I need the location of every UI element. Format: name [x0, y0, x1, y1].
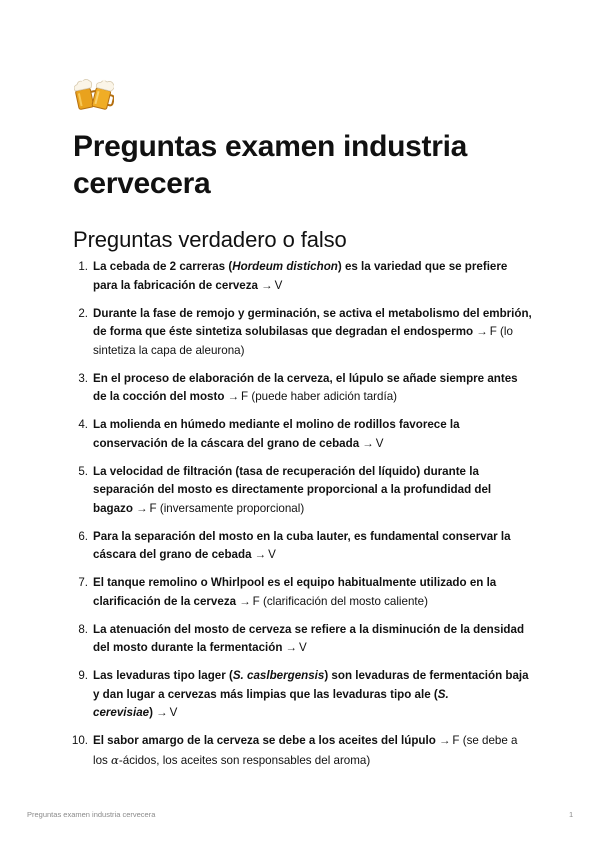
footer-title: Preguntas examen industria cervecera [27, 810, 156, 819]
list-item [73, 574, 533, 611]
list-item [73, 732, 533, 770]
item-statement: El sabor amargo de la cerveza se debe a los aceites del lúpulo [93, 734, 436, 747]
item-answer: F (puede haber adición tardía) [241, 390, 397, 403]
item-number: 4. [78, 418, 88, 431]
item-number: 2. [78, 306, 88, 320]
list-item [73, 258, 533, 295]
list-item [73, 305, 533, 361]
arrow-right-icon: → [260, 278, 273, 292]
item-answer: F (se debe a los α-ácidos, los aceites son responsables del aroma) [93, 734, 518, 767]
item-statement: La cebada de 2 carreras (Hordeum distichon) es la variedad que se prefiere para la fabricación de cerveza [93, 260, 508, 292]
list-item [73, 370, 533, 407]
item-number: 7. [78, 576, 88, 589]
questions-list [73, 258, 533, 780]
item-number: 1. [78, 260, 88, 273]
item-number: 10. [71, 734, 88, 747]
item-answer: F (clarificación del mosto caliente) [252, 594, 428, 608]
item-number: 9. [78, 669, 88, 682]
item-number: 6. [78, 529, 88, 543]
item-answer: V [299, 641, 307, 654]
item-number: 8. [78, 622, 88, 636]
list-item [73, 416, 533, 453]
arrow-right-icon: → [362, 436, 374, 450]
arrow-right-icon: → [438, 734, 451, 747]
item-answer: F (lo sintetiza la capa de aleurona) [93, 325, 513, 357]
list-item [73, 528, 533, 565]
item-number: 5. [78, 464, 88, 478]
item-answer: V [169, 706, 178, 719]
item-answer: V [375, 436, 384, 450]
arrow-right-icon: → [254, 548, 267, 561]
arrow-right-icon: → [155, 706, 168, 719]
item-answer: V [274, 278, 283, 292]
item-number: 3. [78, 371, 88, 385]
list-item [73, 463, 533, 519]
item-statement: En el proceso de elaboración de la cerveza, el lúpulo se añade siempre antes de la cocción del mosto [93, 371, 518, 403]
item-statement: Para la separación del mosto en la cuba lauter, es fundamental conservar la cáscara del grano de cebada [93, 529, 511, 561]
beer-mugs-icon [74, 78, 114, 114]
section-heading: Preguntas verdadero o falso [73, 227, 347, 252]
arrow-right-icon: → [227, 390, 240, 403]
item-statement: Las levaduras tipo lager (S. caslbergensis) son levaduras de fermentación baja y dan lugar a cervezas más limpias que las levaduras tipo ale (S. cerevisiae) [93, 669, 529, 719]
arrow-right-icon: → [135, 501, 148, 515]
item-statement: El tanque remolino o Whirlpool es el equipo habitualmente utilizado en la clarificación de la cerveza [93, 576, 497, 608]
item-statement: La velocidad de filtración (tasa de recuperación del líquido) durante la separación del mosto es directamente proporcional a la profundidad del bagazo [93, 464, 492, 515]
footer-page-number: 1 [569, 810, 574, 819]
list-item [73, 621, 533, 658]
arrow-right-icon: → [285, 641, 297, 654]
item-answer: V [268, 548, 276, 561]
item-statement: La molienda en húmedo mediante el molino de rodillos favorece la conservación de la cáscara del grano de cebada [93, 418, 460, 450]
list-item [73, 667, 533, 723]
page-title: Preguntas examen industria cervecera [73, 130, 467, 200]
item-answer: F (inversamente proporcional) [149, 501, 305, 515]
item-statement: Durante la fase de remojo y germinación, se activa el metabolismo del embrión, de forma que éste sintetiza solubilasas que degradan el endospermo [93, 306, 532, 338]
arrow-right-icon: → [239, 594, 251, 608]
item-statement: La atenuación del mosto de cerveza se refiere a la disminución de la densidad del mosto durante la fermentación [93, 622, 525, 654]
arrow-right-icon: → [476, 325, 488, 338]
